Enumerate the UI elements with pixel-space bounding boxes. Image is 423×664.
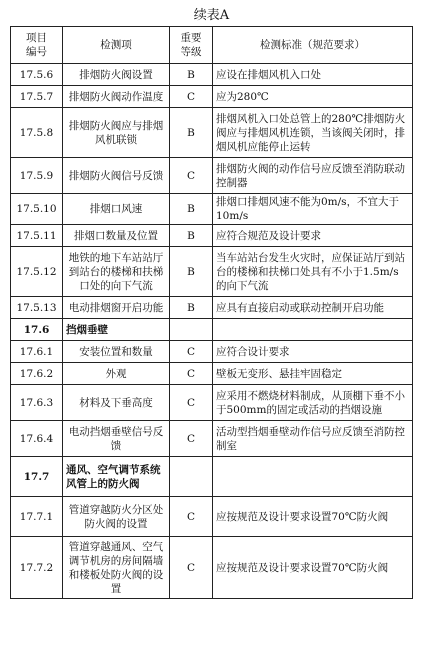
row-item: 电动挡烟垂壁信号反馈: [63, 421, 170, 457]
row-standard: 应符合设计要求: [213, 341, 413, 363]
row-id: 17.5.9: [11, 158, 63, 194]
table-row: [11, 341, 413, 363]
row-standard: 应设在排烟风机入口处: [213, 64, 413, 86]
row-level: C: [170, 158, 213, 194]
row-item: 排烟口数量及位置: [63, 225, 170, 247]
table-body: [11, 64, 413, 599]
row-standard: 排烟防火阀的动作信号应反馈至消防联动控制器: [213, 158, 413, 194]
row-standard: 应符合规范及设计要求: [213, 225, 413, 247]
table-row: [11, 86, 413, 108]
row-item: 外观: [63, 363, 170, 385]
header-standard: 检测标准（规范要求）: [213, 27, 413, 64]
row-item: 电动排烟窗开启功能: [63, 297, 170, 319]
row-id: 17.5.10: [11, 194, 63, 225]
table-row: [11, 225, 413, 247]
row-id: 17.5.8: [11, 108, 63, 158]
row-item: 地铁的地下车站站厅到站台的楼梯和扶梯口处的向下气流: [63, 247, 170, 297]
row-id: 17.6.4: [11, 421, 63, 457]
row-item: 排烟口风速: [63, 194, 170, 225]
row-standard: 活动型挡烟垂壁动作信号应反馈至消防控制室: [213, 421, 413, 457]
row-id: 17.7.2: [11, 537, 63, 599]
row-id: 17.6.1: [11, 341, 63, 363]
row-item: 通风、空气调节系统风管上的防火阀: [63, 457, 170, 497]
row-level: B: [170, 64, 213, 86]
table-row: [11, 108, 413, 158]
row-id: 17.6.2: [11, 363, 63, 385]
row-level: B: [170, 194, 213, 225]
row-item: 材料及下垂高度: [63, 385, 170, 421]
header-level: 重要 等级: [170, 27, 213, 64]
row-level: B: [170, 247, 213, 297]
table-row: [11, 64, 413, 86]
row-id: 17.7: [11, 457, 63, 497]
row-item: 排烟防火阀信号反馈: [63, 158, 170, 194]
header-item: 检测项: [63, 27, 170, 64]
table-row: [11, 247, 413, 297]
row-standard: [213, 457, 413, 497]
row-item: 管道穿越防火分区处防火阀的设置: [63, 497, 170, 537]
row-level: B: [170, 225, 213, 247]
row-level: B: [170, 297, 213, 319]
row-standard: 应为280℃: [213, 86, 413, 108]
table-row: [11, 158, 413, 194]
row-item: 排烟防火阀应与排烟风机联锁: [63, 108, 170, 158]
row-item: 排烟防火阀设置: [63, 64, 170, 86]
row-item: 安装位置和数量: [63, 341, 170, 363]
row-item: 挡烟垂壁: [63, 319, 170, 341]
row-id: 17.6: [11, 319, 63, 341]
row-level: [170, 457, 213, 497]
table-row: [11, 385, 413, 421]
row-level: C: [170, 537, 213, 599]
row-standard: 应具有直接启动或联动控制开启功能: [213, 297, 413, 319]
row-item: 管道穿越通风、空气调节机房的房间隔墙和楼板处防火阀的设置: [63, 537, 170, 599]
row-level: C: [170, 421, 213, 457]
row-standard: 应按规范及设计要求设置70℃防火阀: [213, 497, 413, 537]
row-id: 17.5.12: [11, 247, 63, 297]
row-level: C: [170, 86, 213, 108]
table-row: [11, 363, 413, 385]
row-standard: 排烟风机入口处总管上的280℃排烟防火阀应与排烟风机连锁，当该阀关闭时，排烟风机应能停止运转: [213, 108, 413, 158]
section-row: [11, 319, 413, 341]
row-id: 17.5.6: [11, 64, 63, 86]
row-standard: 壁板无变形、悬挂牢固稳定: [213, 363, 413, 385]
row-standard: 应按规范及设计要求设置70℃防火阀: [213, 537, 413, 599]
inspection-table: [10, 26, 413, 599]
row-level: C: [170, 363, 213, 385]
row-standard: 应采用不燃烧材料制成，从顶棚下垂不小于500mm的固定或活动的挡烟设施: [213, 385, 413, 421]
row-level: B: [170, 108, 213, 158]
table-row: [11, 537, 413, 599]
row-standard: 当车站站台发生火灾时，应保证站厅到站台的楼梯和扶梯口处具有不小于1.5m/s的向下气流: [213, 247, 413, 297]
row-level: C: [170, 341, 213, 363]
table-row: [11, 497, 413, 537]
row-id: 17.5.13: [11, 297, 63, 319]
table-row: [11, 194, 413, 225]
table-row: [11, 297, 413, 319]
row-level: [170, 319, 213, 341]
row-id: 17.5.11: [11, 225, 63, 247]
header-id: 项目 编号: [11, 27, 63, 64]
row-id: 17.6.3: [11, 385, 63, 421]
row-id: 17.5.7: [11, 86, 63, 108]
section-row: [11, 457, 413, 497]
row-id: 17.7.1: [11, 497, 63, 537]
header-row: [11, 27, 413, 64]
row-item: 排烟防火阀动作温度: [63, 86, 170, 108]
row-standard: 排烟口排烟风速不能为0m/s，不宜大于10m/s: [213, 194, 413, 225]
table-row: [11, 421, 413, 457]
row-level: C: [170, 497, 213, 537]
row-standard: [213, 319, 413, 341]
table-title: 续表A: [193, 8, 230, 23]
row-level: C: [170, 385, 213, 421]
